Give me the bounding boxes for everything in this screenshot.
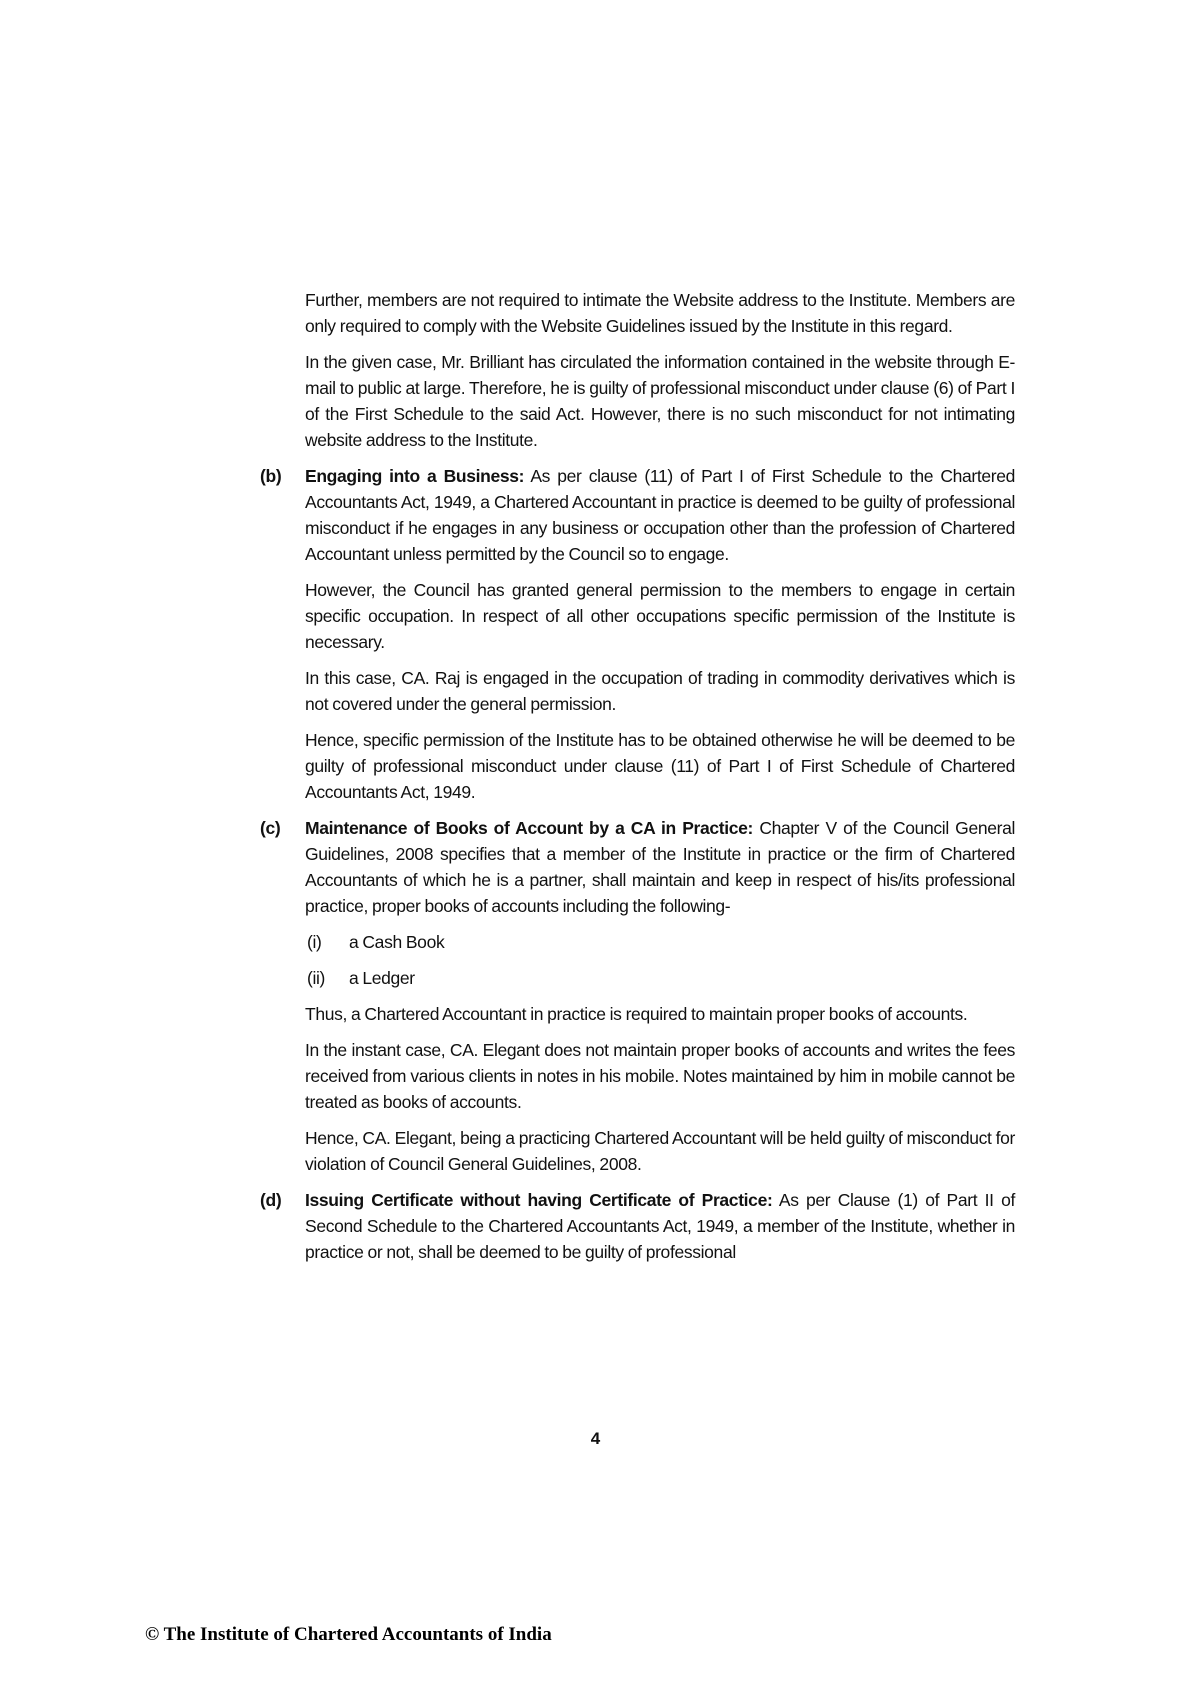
list-item-label: (i) (307, 932, 322, 952)
section-c-label: (c) (260, 818, 281, 838)
section-b-paragraph-3: In this case, CA. Raj is engaged in the occupation of trading in commodity derivatives which is not covered under the general permission. (305, 668, 1015, 714)
section-d-label: (d) (260, 1190, 282, 1210)
section-d-text: As per Clause (1) of Part II of Second Schedule to the Chartered Accountants Act, 1949, a member of the Institute, whether in practice or not, shall be deemed to be guilty of professional (305, 1190, 1015, 1262)
section-b-text: As per clause (11) of Part I of First Schedule to the Chartered Accountants Act, 1949, a Chartered Accountant in practice is deemed to be guilty of professional misconduct if he engages in any business or occupation other than the profession of Chartered Accountant unless permitted by the Council so to engage. (305, 466, 1016, 564)
copyright-footer: © The Institute of Chartered Accountants of India (145, 1624, 552, 1645)
section-c-paragraph-3: In the instant case, CA. Elegant does not maintain proper books of accounts and writes the fees received from various clients in notes in his mobile. Notes maintained by him in mobile cannot be treated as books of accounts. (305, 1040, 1015, 1112)
section-c-text: Chapter V of the Council General Guidelines, 2008 specifies that a member of the Institute in practice or the firm of Chartered Accountants of which he is a partner, shall maintain and keep in respect of his/its professional practice, proper books of accounts including the following- (305, 818, 1015, 916)
section-b (255, 463, 1015, 567)
list-item-label: (ii) (307, 968, 326, 988)
intro-paragraph-2: In the given case, Mr. Brilliant has circulated the information contained in the website through E-mail to public at large. Therefore, he is guilty of professional misconduct under clause (6) of Part I of the First Schedule to the said Act. However, there is no such misconduct for not intimating website address to the Institute. (305, 352, 1015, 450)
page-number: 4 (590, 1429, 601, 1448)
list-item-cash-book (255, 929, 1015, 955)
list-item-text: a Ledger (349, 968, 415, 988)
section-d (255, 1187, 1015, 1265)
section-c (255, 815, 1015, 919)
section-c-paragraph-4: Hence, CA. Elegant, being a practicing Chartered Accountant will be held guilty of misconduct for violation of Council General Guidelines, 2008. (305, 1128, 1015, 1174)
section-c-heading: Maintenance of Books of Account by a CA in Practice: (305, 818, 754, 838)
list-item-text: a Cash Book (349, 932, 445, 952)
section-b-paragraph-4: Hence, specific permission of the Institute has to be obtained otherwise he will be deemed to be guilty of professional misconduct under clause (11) of Part I of First Schedule of Chartered Accountants Act, 1949. (305, 730, 1015, 802)
section-b-paragraph-2: However, the Council has granted general permission to the members to engage in certain specific occupation. In respect of all other occupations specific permission of the Institute is necessary. (305, 580, 1015, 652)
page-content (255, 287, 1015, 1275)
intro-paragraph-1: Further, members are not required to intimate the Website address to the Institute. Members are only required to comply with the Website Guidelines issued by the Institute in this regard. (305, 290, 1015, 336)
section-c-paragraph-2: Thus, a Chartered Accountant in practice is required to maintain proper books of accounts. (305, 1004, 968, 1024)
section-b-label: (b) (260, 466, 282, 486)
section-b-heading: Engaging into a Business: (305, 466, 525, 486)
list-item-ledger (255, 965, 1015, 991)
section-d-heading: Issuing Certificate without having Certificate of Practice: (305, 1190, 773, 1210)
